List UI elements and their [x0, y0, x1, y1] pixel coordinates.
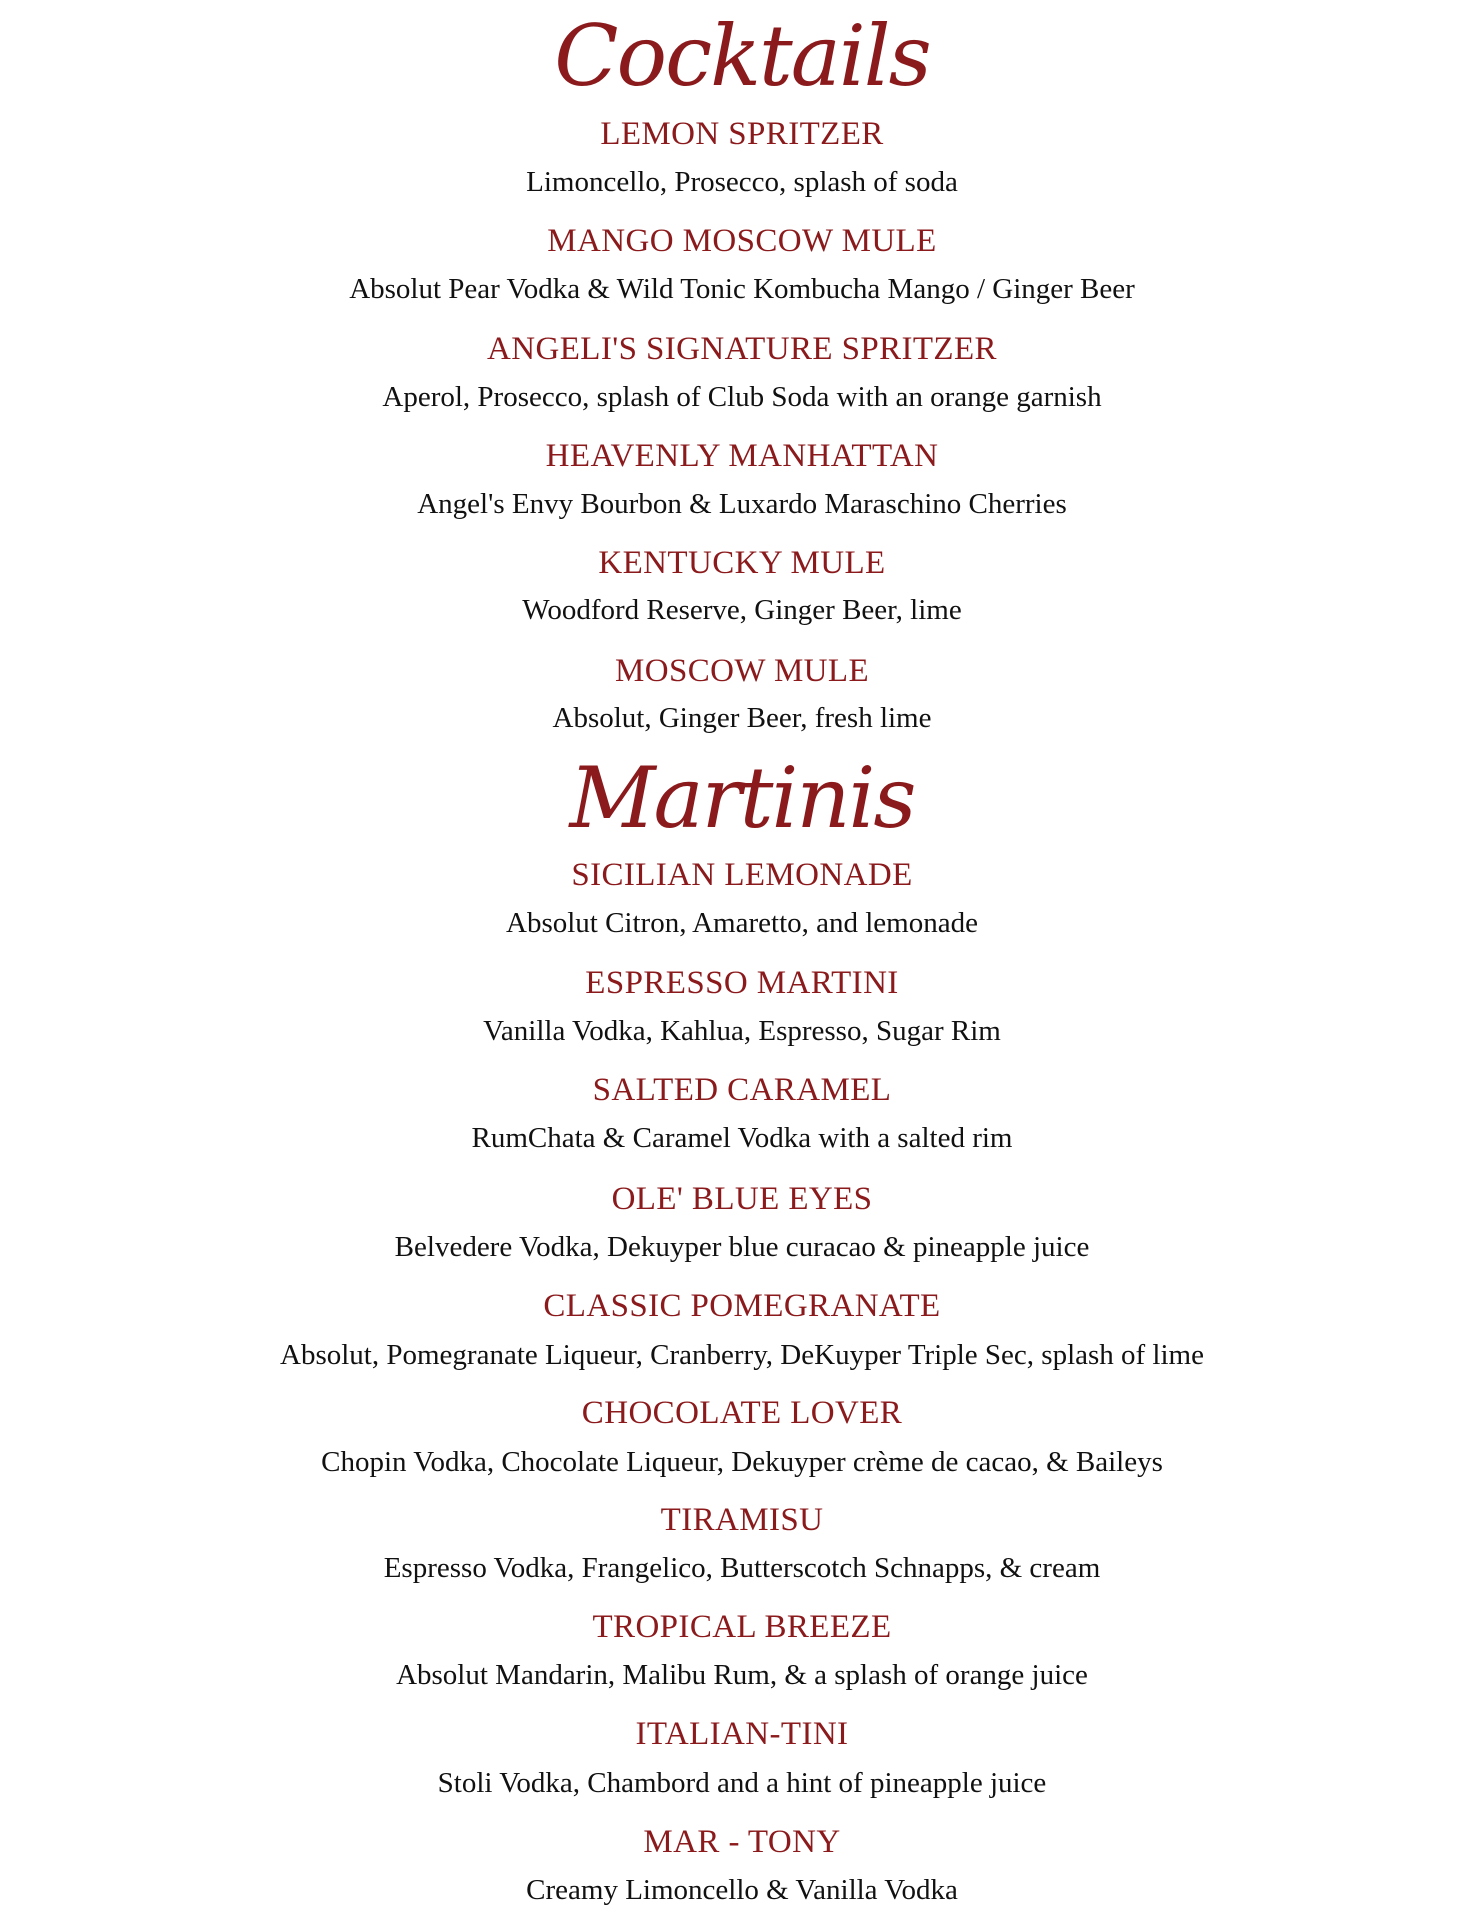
- menu-item-name: HEAVENLY MANHATTAN: [545, 438, 939, 474]
- menu-item-name: ESPRESSO MARTINI: [585, 965, 899, 1001]
- menu-item-description: Creamy Limoncello & Vanilla Vodka: [526, 1874, 958, 1906]
- section-title-martinis: Martinis: [569, 749, 915, 847]
- menu-item-name: LEMON SPRITZER: [600, 116, 884, 152]
- menu-item-description: Chopin Vodka, Chocolate Liqueur, Dekuyper crème de cacao, & Baileys: [321, 1446, 1163, 1478]
- menu-item-name: ITALIAN-TINI: [635, 1716, 849, 1752]
- menu-item-description: Absolut Mandarin, Malibu Rum, & a splash of orange juice: [396, 1659, 1088, 1691]
- menu-item-name: TROPICAL BREEZE: [592, 1609, 892, 1645]
- menu-item-description: Stoli Vodka, Chambord and a hint of pineapple juice: [437, 1767, 1047, 1799]
- menu-item-description: Vanilla Vodka, Kahlua, Espresso, Sugar Rim: [483, 1015, 1001, 1047]
- menu-item-name: MANGO MOSCOW MULE: [547, 223, 937, 259]
- menu-item-description: RumChata & Caramel Vodka with a salted rim: [471, 1122, 1013, 1154]
- menu-item-description: Absolut, Pomegranate Liqueur, Cranberry, DeKuyper Triple Sec, splash of lime: [280, 1339, 1204, 1371]
- menu-item-description: Espresso Vodka, Frangelico, Butterscotch Schnapps, & cream: [383, 1552, 1101, 1584]
- menu-item-name: KENTUCKY MULE: [598, 545, 886, 581]
- menu-item-name: ANGELI'S SIGNATURE SPRITZER: [487, 331, 997, 367]
- menu-item-description: Limoncello, Prosecco, splash of soda: [526, 166, 958, 198]
- section-title-cocktails: Cocktails: [554, 7, 930, 105]
- menu-item-description: Absolut Pear Vodka & Wild Tonic Kombucha Mango / Ginger Beer: [349, 273, 1135, 305]
- menu-item-name: MOSCOW MULE: [614, 653, 870, 689]
- menu-item-description: Absolut Citron, Amaretto, and lemonade: [506, 907, 978, 939]
- menu-item-description: Absolut, Ginger Beer, fresh lime: [552, 702, 932, 734]
- menu-item-name: MAR - TONY: [643, 1824, 841, 1860]
- menu-item-name: SICILIAN LEMONADE: [571, 857, 913, 893]
- menu-item-description: Belvedere Vodka, Dekuyper blue curacao & pineapple juice: [394, 1231, 1090, 1263]
- menu-item-name: CLASSIC POMEGRANATE: [543, 1288, 941, 1324]
- menu-item-description: Aperol, Prosecco, splash of Club Soda with an orange garnish: [382, 381, 1102, 413]
- menu-item-name: TIRAMISU: [660, 1502, 824, 1538]
- menu-item-name: SALTED CARAMEL: [592, 1072, 892, 1108]
- menu-item-description: Angel's Envy Bourbon & Luxardo Maraschino Cherries: [417, 488, 1067, 520]
- menu-item-description: Woodford Reserve, Ginger Beer, lime: [522, 594, 962, 626]
- menu-item-name: CHOCOLATE LOVER: [581, 1395, 903, 1431]
- menu-item-name: OLE' BLUE EYES: [611, 1181, 873, 1217]
